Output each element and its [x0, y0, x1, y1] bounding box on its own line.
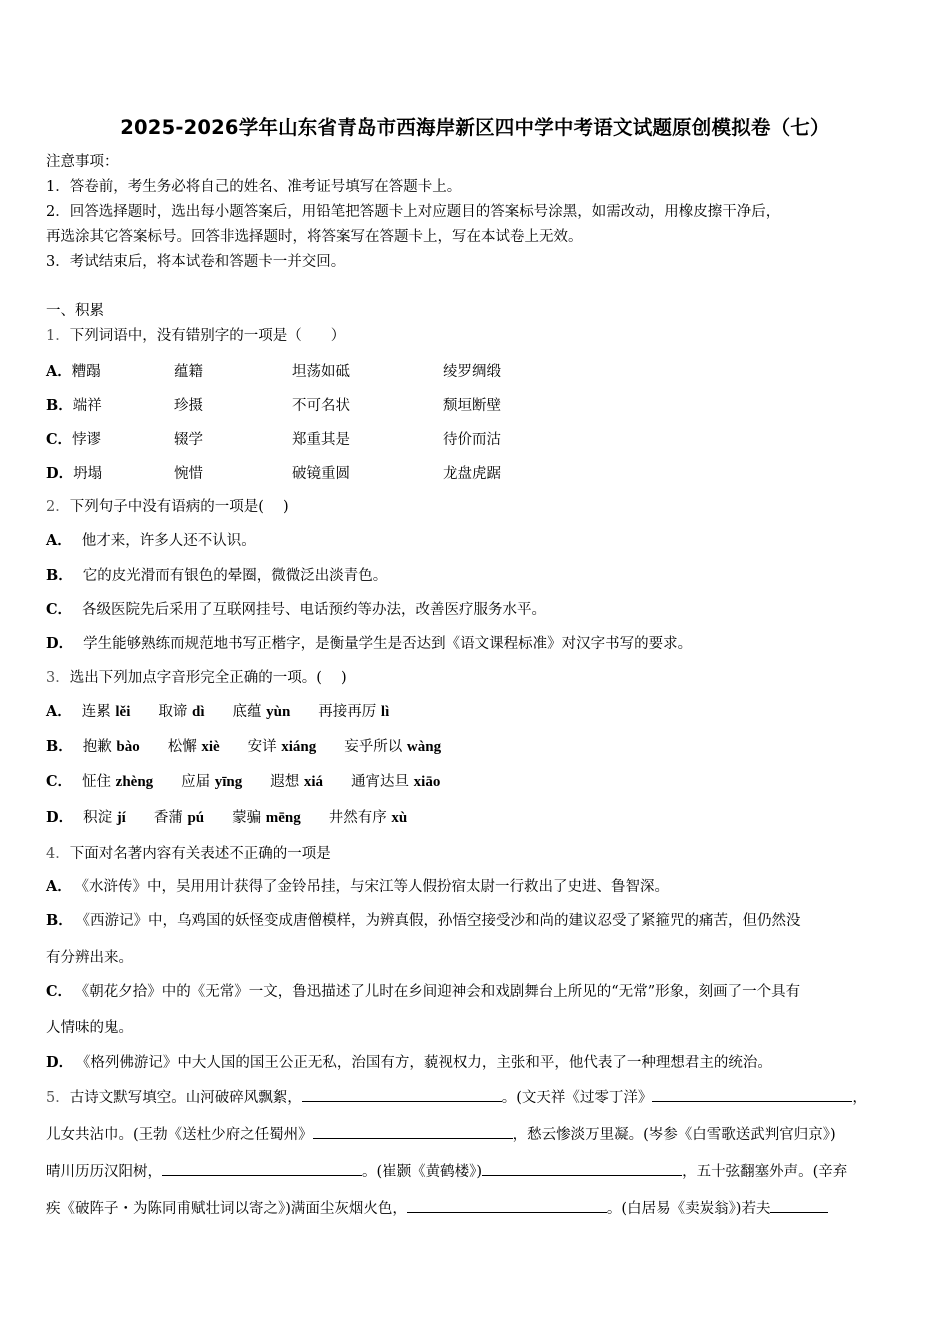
option-text: 《朝花夕拾》中的《无常》一文，鲁迅描述了儿时在乡间迎神会和戏剧舞台上所见的“无常”形象，刻画了一个具有 [82, 984, 801, 1000]
question-number: 5． [46, 1090, 70, 1106]
word: 取谛 [158, 704, 188, 720]
pinyin: bào [116, 739, 140, 755]
option-row [46, 430, 101, 450]
word: 蒙骗 [232, 810, 262, 826]
pinyin: xù [391, 810, 408, 826]
question-text: ， [852, 1090, 867, 1106]
pinyin: xiè [201, 739, 220, 755]
question-text: 晴川历历汉阳树， [46, 1164, 162, 1180]
word: 抱歉 [82, 739, 112, 755]
q4-option-c [46, 982, 800, 1002]
question-text: ，五十弦翻塞外声。(辛弃 [682, 1164, 848, 1180]
option-text: 它的皮光滑而有银色的晕圈，微微泛出淡青色。 [82, 568, 388, 584]
answer-blank[interactable] [313, 1124, 513, 1139]
option-word: 待价而沽 [443, 432, 501, 448]
option-word: 端祥 [72, 398, 102, 414]
question-3-stem [46, 668, 347, 688]
option-word: 郑重其是 [292, 432, 350, 448]
question-5-line-4 [46, 1198, 828, 1219]
option-word: 龙盘虎踞 [443, 466, 501, 482]
notice-heading: 注意事项： [46, 154, 119, 170]
q2-option-a [46, 531, 256, 551]
question-text: 。(白居易《卖炭翁》)若夫 [606, 1201, 771, 1217]
q1-option-b [46, 396, 646, 416]
option-word: 珍摄 [174, 398, 203, 414]
word: 再接再厉 [318, 704, 377, 720]
q3-option-a [46, 702, 389, 722]
option-label: B． [46, 397, 73, 414]
question-number: 2． [46, 499, 70, 515]
word: 连累 [81, 704, 111, 720]
option-label: C． [46, 431, 73, 448]
question-number: 1． [46, 328, 70, 344]
pinyin: wàng [406, 739, 442, 755]
option-label: A． [46, 532, 72, 549]
option-word: 悖谬 [72, 432, 102, 448]
question-text: 下列句子中没有语病的一项是( ) [69, 499, 289, 515]
option-label: C． [46, 983, 73, 1000]
option-label: B． [46, 912, 73, 929]
pinyin: pú [187, 810, 205, 826]
notice-item: 再选涂其它答案标号。回答非选择题时，将答案写在答题卡上，写在本试卷上无效。 [46, 229, 583, 245]
answer-blank[interactable] [482, 1161, 682, 1176]
q1-option-d [46, 464, 646, 484]
pinyin: yīng [214, 774, 243, 790]
option-word: 惋惜 [174, 466, 203, 482]
question-number: 4． [46, 846, 70, 862]
question-text: 下列词语中，没有错别字的一项是（ ） [69, 328, 346, 344]
option-label: D． [46, 465, 74, 482]
q4-option-b [46, 911, 801, 931]
word: 遐想 [270, 774, 300, 790]
option-row [46, 464, 102, 484]
word: 妄乎所以 [344, 739, 403, 755]
q2-option-c [46, 600, 546, 620]
option-word: 不可名状 [292, 398, 350, 414]
question-text: 选出下列加点字音形完全正确的一项。( ) [69, 670, 347, 686]
pinyin: dì [191, 704, 205, 720]
option-label: D． [46, 635, 74, 652]
pinyin: zhèng [115, 774, 154, 790]
question-5-line-3 [46, 1161, 847, 1182]
pinyin: lěi [115, 704, 131, 720]
option-label: B． [46, 567, 73, 584]
option-word: 糟蹋 [71, 364, 101, 380]
option-label: A． [46, 363, 72, 380]
option-word: 蕴籍 [174, 364, 203, 380]
question-1-stem [46, 326, 345, 346]
word: 怔住 [82, 774, 112, 790]
pinyin: mēng [265, 810, 301, 826]
q1-option-c [46, 430, 646, 450]
q4-option-b-cont: 有分辨出来。 [46, 950, 133, 966]
option-text: 他才来，许多人还不认识。 [81, 533, 256, 549]
answer-blank[interactable] [770, 1198, 828, 1213]
question-text: ，愁云惨淡万里凝。(岑参《白雪歌送武判官归京》) [512, 1127, 836, 1143]
word: 松懈 [167, 739, 197, 755]
notice-item: 3．考试结束后，将本试卷和答题卡一并交回。 [46, 254, 346, 270]
question-text: 。(崔颢《黄鹤楼》) [362, 1164, 483, 1180]
option-label: C． [46, 773, 73, 790]
q4-option-a [46, 877, 669, 897]
q4-option-d [46, 1053, 772, 1073]
option-word: 坍塌 [73, 466, 103, 482]
option-text: 各级医院先后采用了互联网挂号、电话预约等办法，改善医疗服务水平。 [82, 602, 547, 618]
exam-title: 2025-2026学年山东省青岛市西海岸新区四中学中考语文试题原创模拟卷（七） [120, 116, 830, 139]
option-label: B． [46, 738, 73, 755]
word: 应届 [181, 774, 211, 790]
question-number: 3． [46, 670, 70, 686]
word: 通宵达旦 [351, 774, 410, 790]
question-text: 古诗文默写填空。山河破碎风飘絮， [69, 1090, 302, 1106]
option-label: D． [46, 809, 74, 826]
option-label: A． [46, 878, 72, 895]
pinyin: xiáng [281, 739, 317, 755]
option-word: 辍学 [174, 432, 203, 448]
option-row [46, 396, 102, 416]
word: 井然有序 [328, 810, 387, 826]
word: 安详 [247, 739, 277, 755]
q2-option-b [46, 566, 387, 586]
answer-blank[interactable] [407, 1198, 607, 1213]
q3-option-c [46, 772, 440, 792]
question-2-stem [46, 497, 289, 517]
option-label: A． [46, 703, 72, 720]
section-heading: 一、积累 [46, 303, 104, 319]
q3-option-d [46, 808, 407, 828]
question-text: 疾《破阵子・为陈同甫赋壮词以寄之》)满面尘灰烟火色， [46, 1201, 407, 1217]
q2-option-d [46, 634, 692, 654]
question-4-stem [46, 844, 331, 864]
answer-blank[interactable] [302, 1087, 502, 1102]
question-text: 。(文天祥《过零丁洋》 [501, 1090, 653, 1106]
answer-blank[interactable] [162, 1161, 362, 1176]
option-text: 《西游记》中，乌鸡国的妖怪变成唐僧模样，为辨真假，孙悟空接受沙和尚的建议忍受了紧箍咒的痛苦，但仍然没 [82, 913, 801, 929]
option-word: 破镜重圆 [292, 466, 350, 482]
notice-item: 2．回答选择题时，选出每小题答案后，用铅笔把答题卡上对应题目的答案标号涂黑，如需改动，用橡皮擦干净后， [46, 204, 781, 220]
option-label: C． [46, 601, 73, 618]
option-text: 学生能够熟练而规范地书写正楷字，是衡量学生是否达到《语文课程标准》对汉字书写的要求。 [83, 636, 693, 652]
option-row [46, 362, 101, 382]
question-5-line-2 [46, 1124, 836, 1145]
q1-option-a [46, 362, 646, 382]
option-word: 绫罗绸缎 [443, 364, 501, 380]
pinyin: jí [116, 810, 126, 826]
pinyin: xiāo [413, 774, 441, 790]
word: 香蒲 [153, 810, 183, 826]
pinyin: lì [380, 704, 390, 720]
word: 积淀 [83, 810, 113, 826]
question-5-line-1 [46, 1087, 867, 1108]
option-word: 坦荡如砥 [292, 364, 350, 380]
word: 底蕴 [232, 704, 262, 720]
option-text: 《水浒传》中，吴用用计获得了金铃吊挂，与宋江等人假扮宿太尉一行救出了史进、鲁智深。 [81, 879, 670, 895]
q3-option-b [46, 737, 441, 757]
question-text: 儿女共沾巾。(王勃《送杜少府之任蜀州》 [46, 1127, 313, 1143]
option-text: 《格列佛游记》中大人国的国王公正无私，治国有方，藐视权力，主张和平，他代表了一种理想君主的统治。 [83, 1055, 772, 1071]
q4-option-c-cont: 人情味的鬼。 [46, 1020, 133, 1036]
option-word: 颓垣断壁 [443, 398, 501, 414]
option-label: D． [46, 1054, 74, 1071]
notice-item: 1．答卷前，考生务必将自己的姓名、准考证号填写在答题卡上。 [46, 179, 462, 195]
question-text: 下面对名著内容有关表述不正确的一项是 [69, 846, 331, 862]
answer-blank[interactable] [652, 1087, 852, 1102]
pinyin: xiá [303, 774, 324, 790]
pinyin: yùn [266, 704, 291, 720]
